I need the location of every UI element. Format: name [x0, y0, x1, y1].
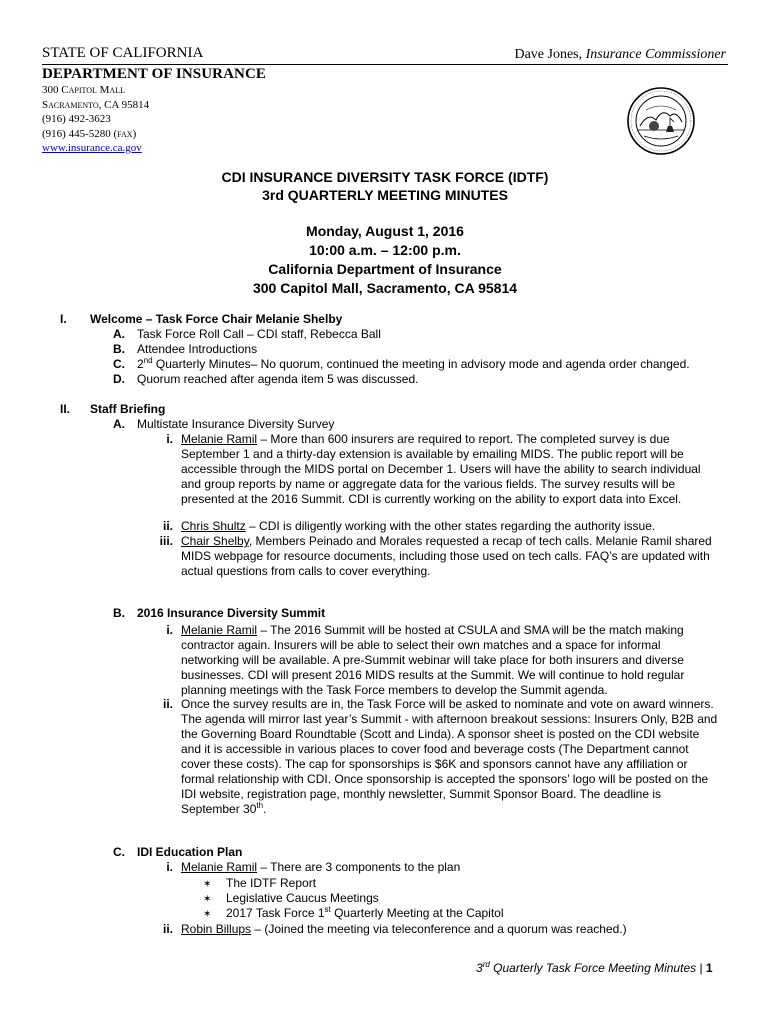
briefing-paragraph: Melanie Ramil – More than 600 insurers are required to report. The completed survey is due September 1 and a thirty-day extension is available by emailing MIDS. The public report will be accessible through the MIDS portal on December 1. Users will have the ability to search individual and group reports by name or aggregate data for the various fields. The survey results will be presented at the 2016 Summit. CDI is currently working on the ability to export data into Excel.: [181, 432, 701, 506]
commissioner-name: Dave Jones,: [514, 47, 586, 62]
meeting-address: 300 Capitol Mall, Sacramento, CA 95814: [252, 280, 518, 296]
commissioner: [514, 47, 726, 63]
title-line-2: 3rd QUARTERLY MEETING MINUTES: [262, 187, 508, 203]
item-numeral: ii.: [162, 922, 173, 936]
section-heading: Welcome – Task Force Chair Melanie Shelby: [90, 312, 343, 326]
address-street: 300 Capitol Mall: [42, 84, 125, 96]
list-item: D. Quorum reached after agenda item 5 was discussed.: [113, 372, 419, 386]
item-numeral: ii.: [162, 697, 173, 711]
department-name: DEPARTMENT OF INSURANCE: [42, 66, 267, 82]
bullet-icon: ✶: [203, 879, 212, 890]
bullet-icon: ✶: [203, 894, 212, 905]
item-numeral: ii.: [162, 519, 173, 533]
meeting-info: [0, 222, 770, 298]
state-line: [42, 44, 728, 65]
section-heading: Staff Briefing: [90, 402, 166, 416]
item-numeral: i.: [166, 432, 173, 446]
item-numeral: i.: [166, 860, 173, 874]
subsection-heading: C. IDI Education Plan: [113, 845, 243, 859]
document-title: [0, 168, 770, 204]
title-line-1: CDI INSURANCE DIVERSITY TASK FORCE (IDTF): [221, 169, 549, 185]
subsection-heading: B. 2016 Insurance Diversity Summit: [113, 606, 326, 620]
summit-paragraph: Melanie Ramil – The 2016 Summit will be hosted at CSULA and SMA will be the match making contractor again. Insurers will be able to select their own matches and a space for informal networking will be available. A pre-Summit webinar will take place for both insurers and diverse businesses. CDI will present 2016 MIDS results at the Summit. We will continue to hold regular planning meetings with the Task Force members to develop the Summit agenda.: [181, 623, 685, 697]
bullet-icon: ✶: [203, 909, 212, 920]
bullet-item: Legislative Caucus Meetings: [226, 891, 379, 905]
summit-paragraph: Once the survey results are in, the Task Force will be asked to nominate and vote on award winners. The agenda will mirror last year’s Summit - with afternoon breakout sessions: Insurers Only, B2B and the Governing Board Roundtable (Scott and Linda). A sponsor sheet is posted on the CDI website and it is accessible in various places to cover food and beverage costs (The Department cannot cover these costs). The cap for sponsorships is $6K and sponsors cannot have any affiliation or formal relationship with CDI. Once sponsorship is accepted the sponsors’ logo will be posted on the IDI website, registration page, monthly newsletter, Summit Sponsor Board. The deadline is September 30th.: [181, 697, 718, 816]
list-item: B. Attendee Introductions: [113, 342, 258, 356]
footer-title: Quarterly Task Force Meeting Minutes: [489, 961, 697, 975]
list-item: A. Task Force Roll Call – CDI staff, Rebecca Ball: [113, 327, 381, 341]
meeting-location: California Department of Insurance: [268, 261, 502, 277]
item-numeral: i.: [166, 623, 173, 637]
fax: (916) 445-5280 (fax): [42, 127, 137, 140]
phone: (916) 492-3623: [42, 113, 111, 125]
subsection-heading: A. Multistate Insurance Diversity Survey: [113, 417, 335, 431]
state-seal-icon: [626, 86, 696, 156]
education-paragraph: Melanie Ramil – There are 3 components to the plan: [181, 860, 461, 874]
state-name: STATE OF CALIFORNIA: [42, 45, 204, 61]
briefing-paragraph: Chair Shelby, Members Peinado and Morales requested a recap of tech calls. Melanie Ramil shared MIDS webpage for resource documents, including those used on tech calls. FAQ’s are updated with actual questions from calls to cover everything.: [181, 534, 712, 578]
education-paragraph: Robin Billups – (Joined the meeting via teleconference and a quorum was reached.): [181, 922, 627, 936]
item-numeral: iii.: [159, 534, 173, 548]
page-footer: 3rd Quarterly Task Force Meeting Minutes | 1: [476, 960, 713, 975]
meeting-date: Monday, August 1, 2016: [306, 223, 464, 239]
commissioner-title: Insurance Commissioner: [585, 47, 726, 62]
meeting-time: 10:00 a.m. – 12:00 p.m.: [309, 242, 461, 258]
section-numeral: II.: [60, 402, 71, 416]
bullet-item: The IDTF Report: [226, 876, 317, 890]
bullet-item: 2017 Task Force 1st Quarterly Meeting at the Capitol: [226, 905, 504, 920]
website-link[interactable]: www.insurance.ca.gov: [42, 142, 142, 154]
address-city: Sacramento, CA 95814: [42, 98, 150, 111]
list-item: C. 2nd Quarterly Minutes– No quorum, continued the meeting in advisory mode and agenda order changed.: [113, 356, 690, 371]
briefing-paragraph: Chris Shultz – CDI is diligently working with the other states regarding the authority issue.: [181, 519, 656, 533]
page-number: 1: [705, 961, 713, 975]
section-numeral: I.: [60, 312, 67, 326]
